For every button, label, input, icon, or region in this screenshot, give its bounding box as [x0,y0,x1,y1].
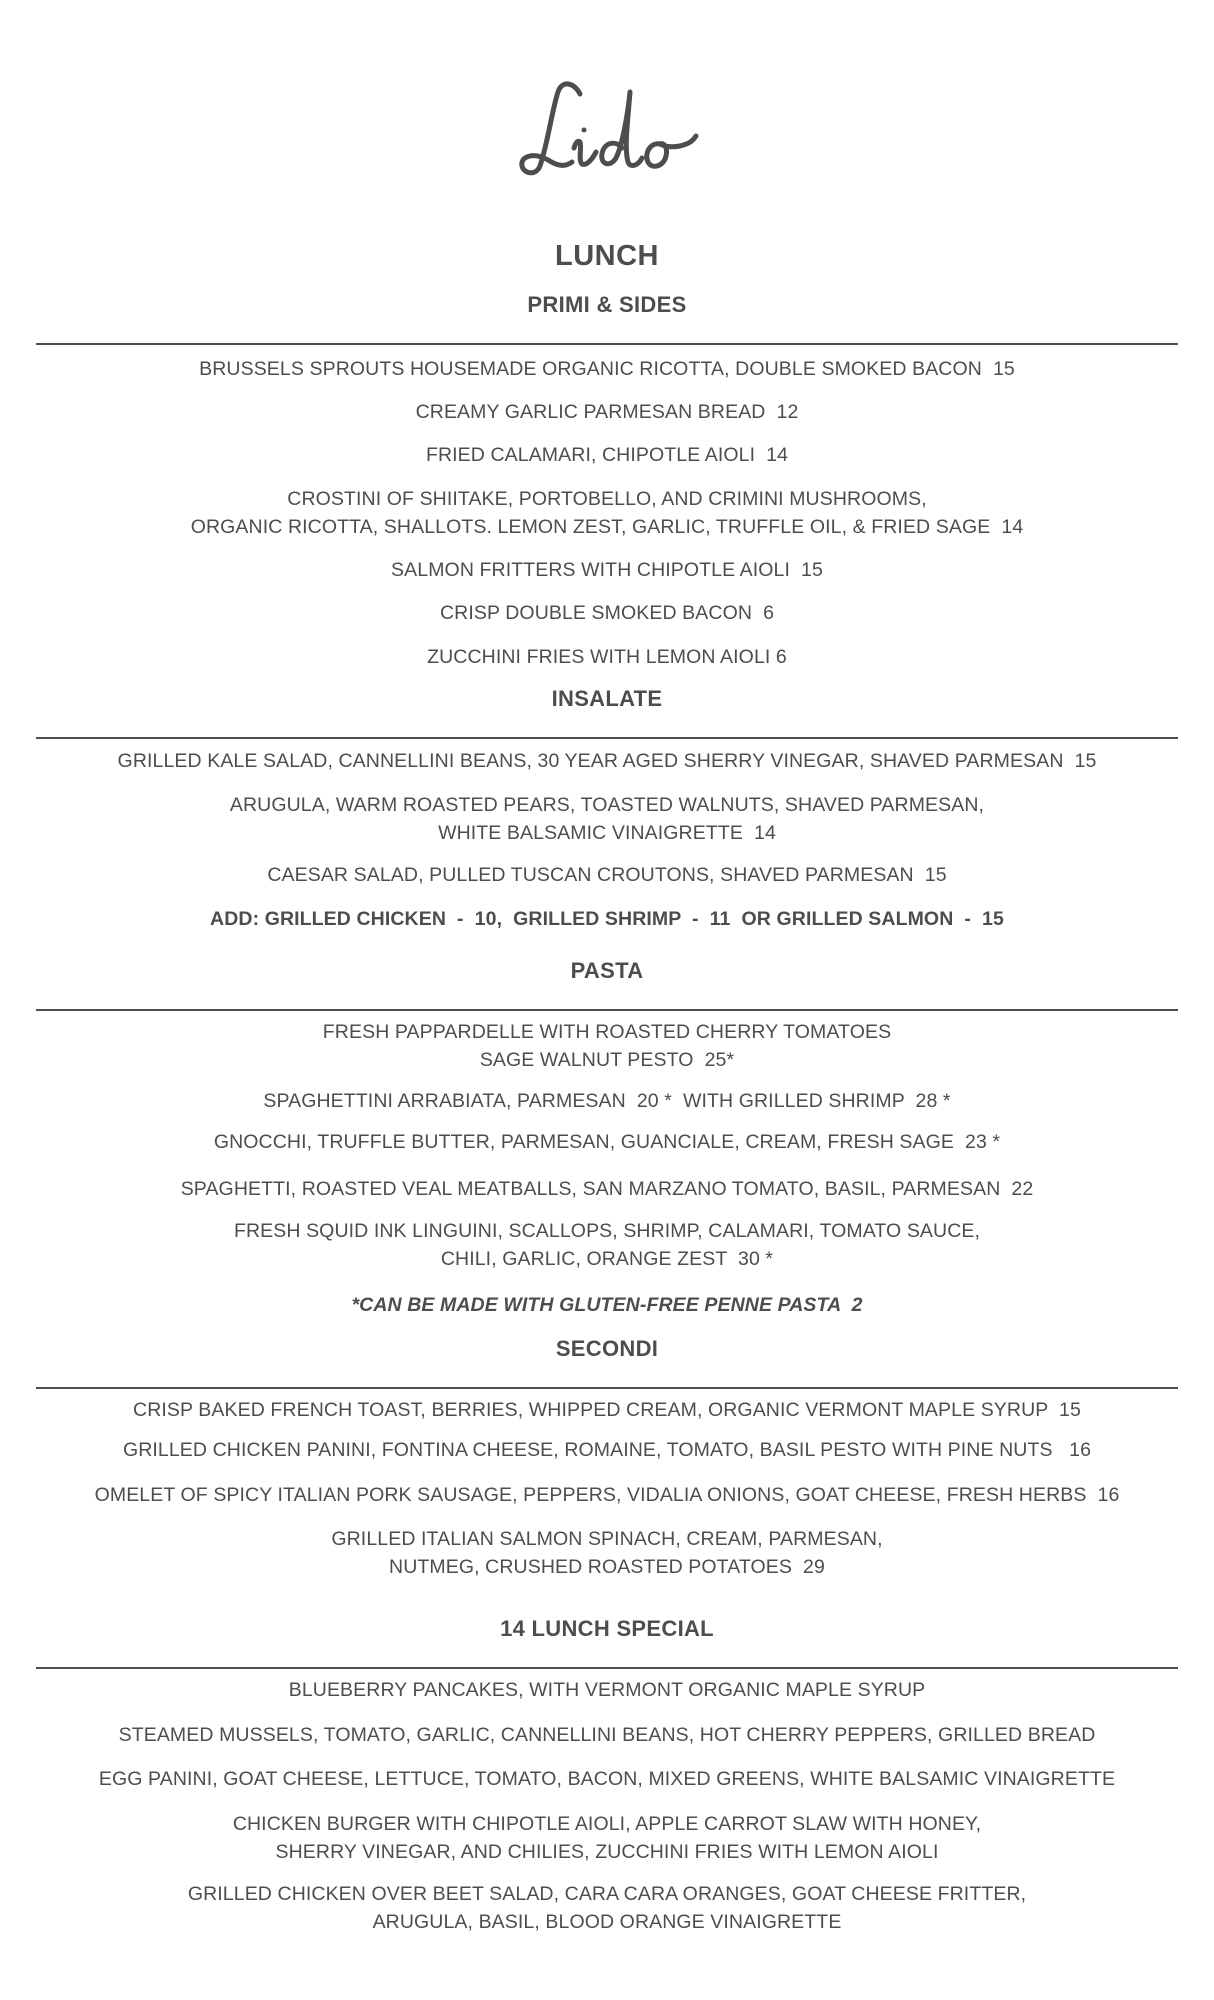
menu-item-line: WHITE BALSAMIC VINAIGRETTE 14 [438,822,776,844]
menu-item-line: FRESH PAPPARDELLE WITH ROASTED CHERRY TOMATOES [322,1021,892,1043]
menu-item-line: GRILLED CHICKEN PANINI, FONTINA CHEESE, ROMAINE, TOMATO, BASIL PESTO WITH PINE NUTS 16 [122,1439,1092,1461]
menu-item-line: CROSTINI OF SHIITAKE, PORTOBELLO, AND CRIMINI MUSHROOMS, [287,488,927,510]
menu-item-line: CREAMY GARLIC PARMESAN BREAD 12 [415,401,799,423]
menu-item-line: GRILLED ITALIAN SALMON SPINACH, CREAM, PARMESAN, [331,1528,883,1550]
menu-item-line: GRILLED CHICKEN OVER BEET SALAD, CARA CARA ORANGES, GOAT CHEESE FRITTER, [187,1883,1027,1905]
menu-item-line: SHERRY VINEGAR, AND CHILIES, ZUCCHINI FRIES WITH LEMON AIOLI [275,1841,939,1863]
menu-item-line: CAESAR SALAD, PULLED TUSCAN CROUTONS, SHAVED PARMESAN 15 [267,864,947,886]
section-title: 14 LUNCH SPECIAL [500,1616,714,1641]
menu-title: LUNCH [555,240,659,272]
menu-item-line: EGG PANINI, GOAT CHEESE, LETTUCE, TOMATO, BACON, MIXED GREENS, WHITE BALSAMIC VINAIGRETTE [98,1768,1116,1790]
menu-item-line: GNOCCHI, TRUFFLE BUTTER, PARMESAN, GUANCIALE, CREAM, FRESH SAGE 23 * [213,1131,1001,1153]
section-title: SECONDI [555,1336,659,1361]
section-divider [36,737,1178,739]
menu-item-line: NUTMEG, CRUSHED ROASTED POTATOES 29 [389,1556,825,1578]
section-divider [36,1009,1178,1011]
menu-item-line: OMELET OF SPICY ITALIAN PORK SAUSAGE, PEPPERS, VIDALIA ONIONS, GOAT CHEESE, FRESH HERBS 16 [94,1484,1120,1506]
lido-logo [0,62,1214,197]
menu-item-line: STEAMED MUSSELS, TOMATO, GARLIC, CANNELLINI BEANS, HOT CHERRY PEPPERS, GRILLED BREAD [118,1724,1096,1746]
section-title: PRIMI & SIDES [527,292,687,317]
menu-item-line: CHILI, GARLIC, ORANGE ZEST 30 * [440,1248,774,1270]
menu-item-line: ZUCCHINI FRIES WITH LEMON AIOLI 6 [427,646,787,668]
lido-logo-mark [512,62,702,192]
menu-item-line: *CAN BE MADE WITH GLUTEN-FREE PENNE PASTA 2 [351,1294,863,1316]
menu-item-line: FRIED CALAMARI, CHIPOTLE AIOLI 14 [425,444,789,466]
menu-item-line: SPAGHETTI, ROASTED VEAL MEATBALLS, SAN MARZANO TOMATO, BASIL, PARMESAN 22 [180,1178,1034,1200]
menu-item-line: ADD: GRILLED CHICKEN - 10, GRILLED SHRIMP - 11 OR GRILLED SALMON - 15 [210,908,1004,930]
menu-item-line: CRISP BAKED FRENCH TOAST, BERRIES, WHIPPED CREAM, ORGANIC VERMONT MAPLE SYRUP 15 [133,1399,1081,1421]
section-divider [36,1667,1178,1669]
menu-item-line: BRUSSELS SPROUTS HOUSEMADE ORGANIC RICOTTA, DOUBLE SMOKED BACON 15 [199,358,1015,380]
menu-item-line: SPAGHETTINI ARRABIATA, PARMESAN 20 * WITH GRILLED SHRIMP 28 * [263,1090,951,1112]
section-divider [36,1387,1178,1389]
menu-item-line: FRESH SQUID INK LINGUINI, SCALLOPS, SHRIMP, CALAMARI, TOMATO SAUCE, [233,1220,981,1242]
menu-item-line: GRILLED KALE SALAD, CANNELLINI BEANS, 30 YEAR AGED SHERRY VINEGAR, SHAVED PARMESAN 15 [117,750,1097,772]
menu-item-line: BLUEBERRY PANCAKES, WITH VERMONT ORGANIC MAPLE SYRUP [288,1679,926,1701]
menu-item-line: ARUGULA, WARM ROASTED PEARS, TOASTED WALNUTS, SHAVED PARMESAN, [229,794,985,816]
menu-item-line: CRISP DOUBLE SMOKED BACON 6 [439,602,775,624]
menu-item-line: SAGE WALNUT PESTO 25* [479,1049,735,1071]
menu-item-line: ARUGULA, BASIL, BLOOD ORANGE VINAIGRETTE [372,1911,842,1933]
menu-item-line: CHICKEN BURGER WITH CHIPOTLE AIOLI, APPLE CARROT SLAW WITH HONEY, [232,1813,982,1835]
section-title: INSALATE [551,686,663,711]
menu-item-line: SALMON FRITTERS WITH CHIPOTLE AIOLI 15 [391,559,823,581]
section-divider [36,343,1178,345]
menu-item-line: ORGANIC RICOTTA, SHALLOTS. LEMON ZEST, GARLIC, TRUFFLE OIL, & FRIED SAGE 14 [190,516,1024,538]
section-title: PASTA [570,958,644,983]
